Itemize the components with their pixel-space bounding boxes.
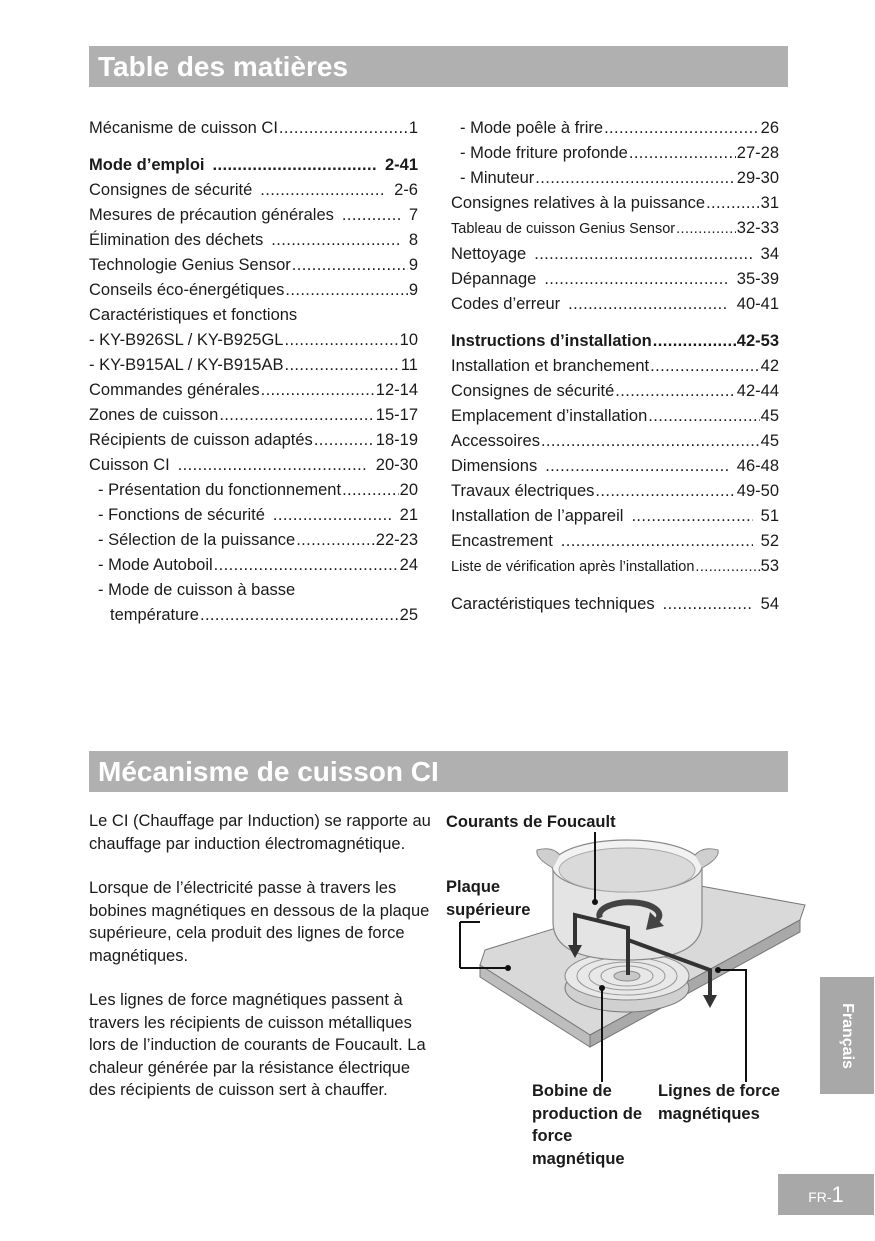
toc-left-column [89, 116, 418, 628]
toc-entry[interactable]: Dépannage ..... 35-39 [451, 267, 779, 292]
toc-entry[interactable]: - Sélection de la puissance ..... 22-23 [89, 528, 418, 553]
toc-entry[interactable]: Installation de l’appareil ..... 51 [451, 504, 779, 529]
toc-right-column [451, 116, 779, 617]
toc-entry[interactable]: Commandes générales ..... 12-14 [89, 378, 418, 403]
toc-entry[interactable]: - Minuteur ..... 29-30 [451, 166, 779, 191]
toc-entry[interactable]: - Mode Autoboil ..... 24 [89, 553, 418, 578]
toc-entry[interactable]: Codes d’erreur ..... 40-41 [451, 292, 779, 317]
language-tab[interactable] [820, 977, 874, 1094]
field-line-arrowhead [703, 995, 717, 1008]
toc-entry[interactable]: Zones de cuisson ..... 15-17 [89, 403, 418, 428]
label-coil: Bobine de production de force magnétique [532, 1082, 642, 1168]
toc-entry[interactable]: Cuisson CI ..... 20-30 [89, 453, 418, 478]
toc-entry[interactable]: Consignes de sécurité ..... 2-6 [89, 178, 418, 203]
mechanism-heading: Mécanisme de cuisson CI [89, 751, 788, 792]
mechanism-paragraph: Le CI (Chauffage par Induction) se rapporte au chauffage par induction électromagnétique. [89, 812, 431, 853]
toc-entry[interactable]: - KY-B915AL / KY-B915AB ..... 11 [89, 353, 418, 378]
toc-entry[interactable]: Mécanisme de cuisson CI ..... 1 [89, 116, 418, 141]
toc-entry[interactable]: Caractéristiques et fonctions [89, 306, 298, 324]
toc-entry[interactable]: Conseils éco-énergétiques ..... 9 [89, 278, 418, 303]
toc-entry[interactable]: Dimensions ..... 46-48 [451, 454, 779, 479]
language-tab-label: Français [839, 1002, 856, 1069]
toc-entry[interactable]: Encastrement ..... 52 [451, 529, 779, 554]
toc-entry[interactable]: Consignes de sécurité ..... 42-44 [451, 379, 779, 404]
page-number-prefix: FR- [808, 1189, 832, 1205]
toc-entry[interactable]: - Mode de cuisson à basse [98, 581, 296, 599]
toc-entry[interactable]: - Mode friture profonde ..... 27-28 [451, 141, 779, 166]
mechanism-description [89, 810, 441, 1124]
toc-entry[interactable]: Caractéristiques techniques ..... 54 [451, 592, 779, 617]
toc-entry[interactable]: Instructions d’installation ..... 42-53 [451, 329, 779, 354]
label-eddy-currents: Courants de Foucault [446, 813, 616, 831]
toc-entry[interactable]: - Fonctions de sécurité ..... 21 [89, 503, 418, 528]
toc-entry[interactable]: Mesures de précaution générales ..... 7 [89, 203, 418, 228]
toc-entry[interactable]: - KY-B926SL / KY-B925GL ..... 10 [89, 328, 418, 353]
toc-entry[interactable]: Installation et branchement ..... 42 [451, 354, 779, 379]
leader-field-lines [718, 970, 746, 1082]
page-number-tab [778, 1174, 874, 1215]
toc-entry[interactable]: Travaux électriques ..... 49-50 [451, 479, 779, 504]
toc-entry[interactable]: température ..... 25 [89, 603, 418, 628]
toc-entry[interactable]: - Mode poêle à frire ..... 26 [451, 116, 779, 141]
label-top-plate: Plaque supérieure [446, 878, 531, 919]
toc-entry[interactable]: Élimination des déchets ..... 8 [89, 228, 418, 253]
toc-entry[interactable]: Consignes relatives à la puissance ..... 31 [451, 191, 779, 216]
toc-entry[interactable]: Liste de vérification après l’installation ..... 53 [451, 554, 779, 580]
toc-heading: Table des matières [89, 46, 788, 87]
toc-entry[interactable]: - Présentation du fonctionnement ..... 20 [89, 478, 418, 503]
pot-interior [559, 848, 695, 892]
toc-entry[interactable]: Emplacement d’installation ..... 45 [451, 404, 779, 429]
toc-entry[interactable]: Mode d’emploi ..... 2-41 [89, 153, 418, 178]
mechanism-paragraph: Lorsque de l’électricité passe à travers les bobines magnétiques en dessous de la plaque supérieure, cela produit des lignes de force magnétiques. [89, 879, 430, 965]
toc-entry[interactable]: Technologie Genius Sensor ..... 9 [89, 253, 418, 278]
page-number: 1 [831, 1182, 844, 1207]
toc-entry[interactable]: Tableau de cuisson Genius Sensor ..... 32-33 [451, 216, 779, 242]
toc-entry[interactable]: Nettoyage ..... 34 [451, 242, 779, 267]
label-field-lines: Lignes de force magnétiques [658, 1082, 780, 1123]
toc-entry[interactable]: Accessoires ..... 45 [451, 429, 779, 454]
mechanism-paragraph: Les lignes de force magnétiques passent à travers les récipients de cuisson métalliques lors de l’induction de courants de Foucault. La chaleur générée par la résistance électrique des récipients de cuisson sert à chauffer. [89, 991, 426, 1099]
toc-entry[interactable]: Récipients de cuisson adaptés ..... 18-19 [89, 428, 418, 453]
